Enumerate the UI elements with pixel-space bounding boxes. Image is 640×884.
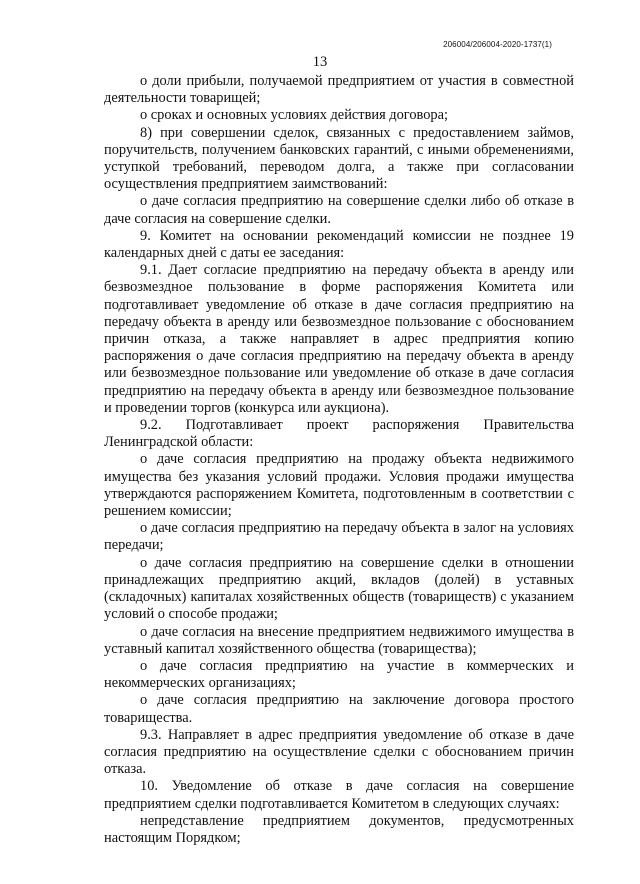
paragraph: о сроках и основных условиях действия договора; — [140, 107, 449, 124]
paragraph: 8) при совершении сделок, связанных с предоставлением займов, поручительств, получением банковских гарантий, с иными обременениями, уступкой требований, переводом долга, а также при согласовании осуществления предприятием заимствований: — [104, 124, 574, 193]
paragraph: о даче согласия предприятию на совершение сделки в отношении принадлежащих предприятию акций, вкладов (долей) в уставных (складочных) капиталах хозяйственных обществ (товариществ) с указанием условий о способе продажи; — [104, 554, 574, 623]
paragraph: о даче согласия предприятию на продажу объекта недвижимого имущества без указания условий продажи. Условия продажи имущества утверждаются распоряжением Комитета, подготовленным в соответствии с решением комиссии; — [104, 451, 574, 520]
document-body — [104, 73, 574, 847]
paragraph: 9.1. Дает согласие предприятию на передачу объекта в аренду или безвозмездное пользование в форме распоряжения Комитета или подготавливает уведомление об отказе в даче согласия предприятию на передачу объекта в аренду или безвозмездное пользование с обоснованием причин отказа, а также направляет в адрес предприятия копию распоряжения о даче согласия предприятию на передачу объекта в аренду или безвозмездное пользование или уведомление об отказе в даче согласия предприятию на передачу объекта в аренду или безвозмездное пользование и проведении торгов (конкурса или аукциона). — [104, 262, 574, 416]
document-id: 206004/206004-2020-1737(1) — [443, 40, 552, 49]
paragraph: о даче согласия предприятию на передачу объекта в залог на условиях передачи; — [104, 520, 574, 554]
paragraph: о даче согласия предприятию на совершение сделки либо об отказе в даче согласия на совершение сделки. — [104, 193, 574, 227]
paragraph: 9. Комитет на основании рекомендаций комиссии не позднее 19 календарных дней с даты ее заседания: — [104, 227, 574, 262]
page-number: 13 — [312, 54, 328, 70]
paragraph: 10. Уведомление об отказе в даче согласия на совершение предприятием сделки подготавливается Комитетом в следующих случаях: — [104, 778, 574, 812]
paragraph: о даче согласия на внесение предприятием недвижимого имущества в уставный капитал хозяйственного общества (товарищества); — [104, 623, 574, 657]
paragraph: 9.2. Подготавливает проект распоряжения Правительства Ленинградской области: — [104, 417, 574, 451]
paragraph: о доли прибыли, получаемой предприятием от участия в совместной деятельности товарищей; — [104, 73, 574, 107]
paragraph: непредставление предприятием документов, предусмотренных настоящим Порядком; — [104, 812, 574, 846]
paragraph: о даче согласия предприятию на участие в коммерческих и некоммерческих организациях; — [104, 657, 574, 692]
paragraph: о даче согласия предприятию на заключение договора простого товарищества. — [104, 692, 574, 726]
paragraph: 9.3. Направляет в адрес предприятия уведомление об отказе в даче согласия предприятию на осуществление сделки с обоснованием причин отказа. — [104, 726, 574, 778]
